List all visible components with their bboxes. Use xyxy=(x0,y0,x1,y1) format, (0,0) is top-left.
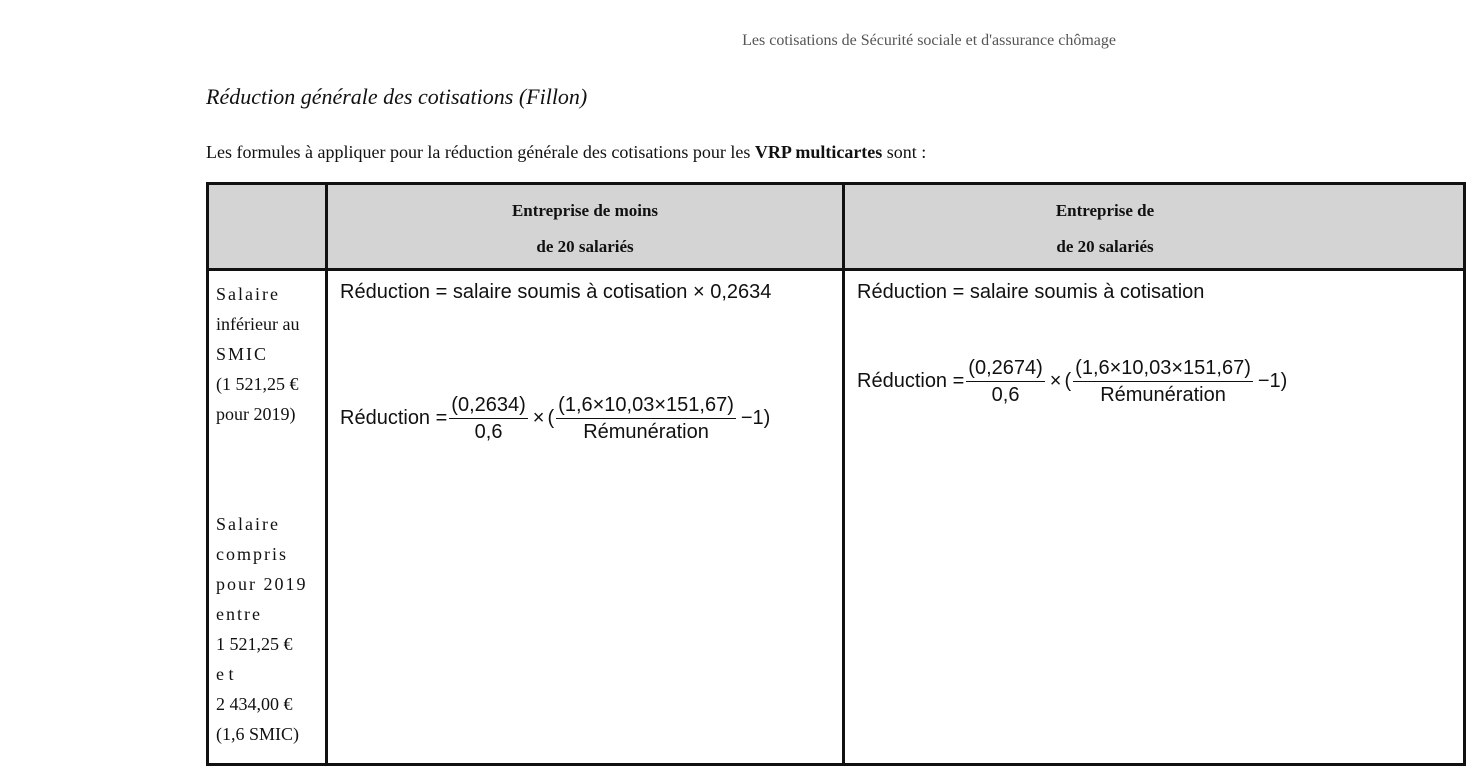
formula-prefix: Réduction = xyxy=(857,370,965,392)
reduction-table xyxy=(206,182,1466,766)
fraction-numerator: (0,2674) xyxy=(966,356,1045,382)
column-header-large-company xyxy=(845,193,1365,265)
column-header-line1: Entreprise de moins xyxy=(511,201,659,220)
row-label-line: (1 521,25 € xyxy=(216,374,299,394)
times-operator: × xyxy=(532,407,545,429)
fraction-denominator: 0,6 xyxy=(991,384,1020,406)
running-header: Les cotisations de Sécurité sociale et d'assurance chômage xyxy=(742,32,1116,49)
column-header-line2: de 20 salariés xyxy=(536,237,634,256)
row-label-below-smic xyxy=(216,279,316,429)
formula-fraction-large xyxy=(857,356,1290,407)
fraction-numerator: (0,2634) xyxy=(449,393,528,419)
row-label-line: 2 434,00 € xyxy=(216,694,293,714)
row-label-line: Salaire xyxy=(216,284,280,304)
column-divider-1 xyxy=(325,185,328,763)
intro-paragraph xyxy=(206,142,926,163)
fraction-smic-ratio xyxy=(1073,356,1253,407)
row-label-line: Salaire xyxy=(216,514,280,534)
row-label-line: (1,6 SMIC) xyxy=(216,724,300,744)
column-divider-2 xyxy=(842,185,845,763)
column-header-small-company xyxy=(328,193,842,265)
formula-simple-small: Réduction = salaire soumis à cotisation × 0,2634 xyxy=(340,281,772,303)
fraction-coefficient xyxy=(449,393,528,444)
times-operator: × xyxy=(1049,370,1062,392)
formula-prefix: Réduction = xyxy=(340,407,448,429)
formula-tail: −1) xyxy=(1257,370,1288,392)
row-label-line: e t xyxy=(216,664,234,684)
row-label-line: entre xyxy=(216,604,262,624)
intro-text-bold: VRP multicartes xyxy=(754,142,883,162)
row-label-line: pour 2019 xyxy=(216,574,308,594)
row-label-line: inférieur au xyxy=(216,314,300,334)
fraction-smic-ratio xyxy=(556,393,736,444)
section-title: Réduction générale des cotisations (Fillon) xyxy=(206,84,588,109)
fraction-denominator: 0,6 xyxy=(474,421,503,443)
formula-fraction-small xyxy=(340,393,773,444)
row-label-line: pour 2019) xyxy=(216,404,296,424)
column-header-line2: de 20 salariés xyxy=(1056,237,1154,256)
fraction-numerator: (1,6×10,03×151,67) xyxy=(556,393,736,419)
open-parenthesis: ( xyxy=(547,407,555,429)
fraction-denominator: Rémunération xyxy=(1100,384,1226,406)
fraction-denominator: Rémunération xyxy=(583,421,709,443)
fraction-coefficient xyxy=(966,356,1045,407)
row-label-between-smic xyxy=(216,509,316,749)
formula-tail: −1) xyxy=(740,407,771,429)
row-label-line: 1 521,25 € xyxy=(216,634,293,654)
row-label-line: compris xyxy=(216,544,288,564)
formula-simple-large: Réduction = salaire soumis à cotisation xyxy=(857,281,1205,303)
row-label-line: SMIC xyxy=(216,344,269,364)
intro-text-after: sont : xyxy=(882,142,927,162)
open-parenthesis: ( xyxy=(1064,370,1072,392)
intro-text-before: Les formules à appliquer pour la réduction générale des cotisations pour les xyxy=(206,142,755,162)
fraction-numerator: (1,6×10,03×151,67) xyxy=(1073,356,1253,382)
column-header-line1: Entreprise de xyxy=(1055,201,1155,220)
header-divider xyxy=(209,268,1463,271)
